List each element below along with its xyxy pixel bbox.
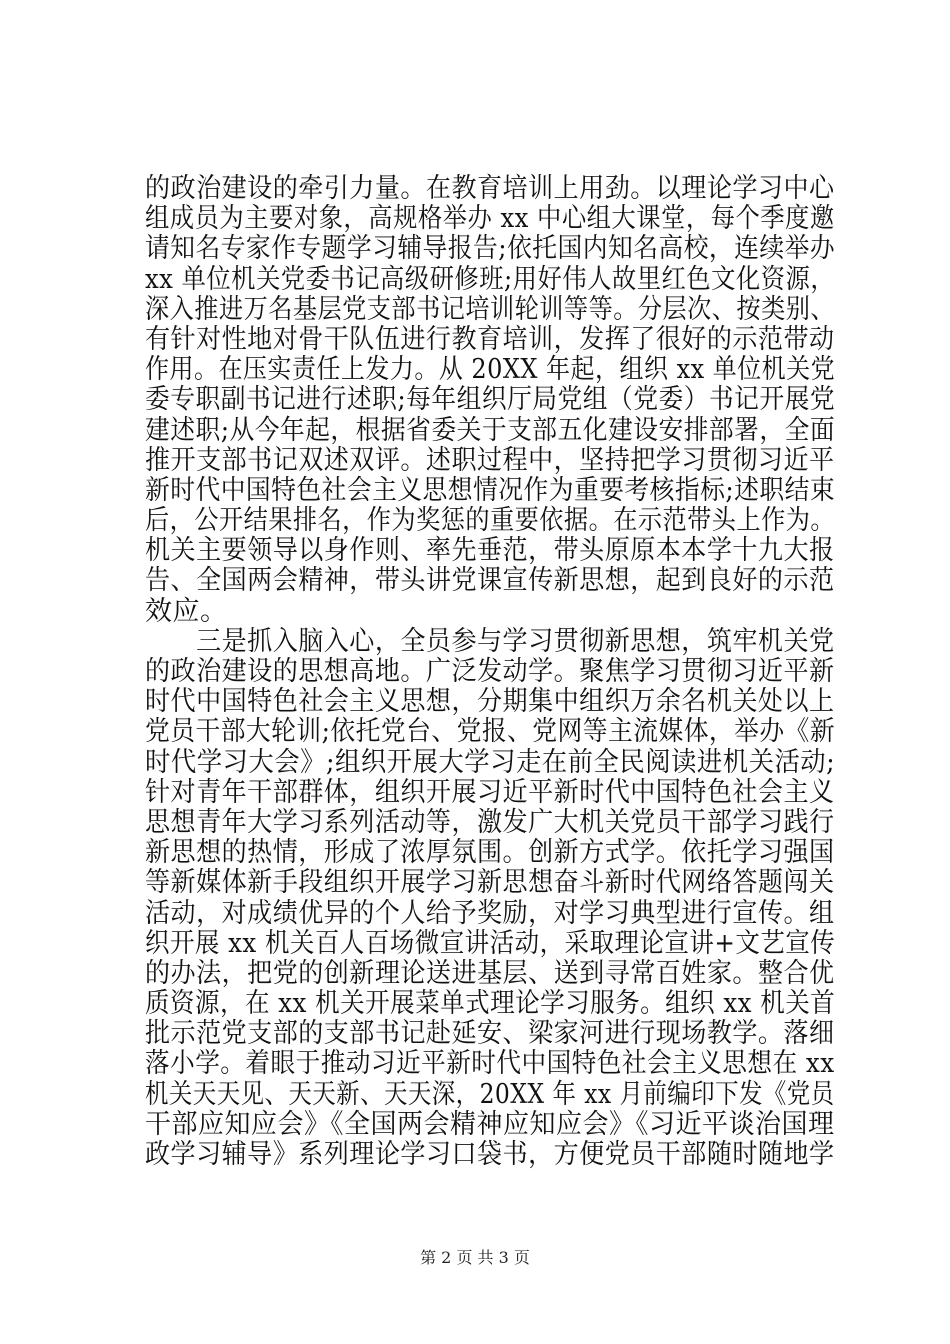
text-line: 组成员为主要对象，高规格举办 xx 中心组大课堂，每个季度邀 <box>145 203 835 235</box>
text-line: 新思想的热情，形成了浓厚氛围。创新方式学。依托学习强国 <box>145 837 835 869</box>
text-line: 请知名专家作专题学习辅导报告;依托国内知名高校，连续举办 <box>145 233 836 265</box>
text-line: 机关天天见、天天新、天天深，20XX 年 xx 月前编印下发《党员 <box>145 1078 835 1110</box>
text-line: 三是抓入脑入心，全员参与学习贯彻新思想，筑牢机关党 <box>145 625 835 657</box>
text-line: 建述职;从今年起，根据省委关于支部五化建设安排部署，全面 <box>145 414 836 446</box>
text-line: 针对青年干部群体，组织开展习近平新时代中国特色社会主义 <box>145 776 835 808</box>
text-line: 落小学。着眼于推动习近平新时代中国特色社会主义思想在 xx <box>145 1048 835 1080</box>
text-line: 干部应知应会》《全国两会精神应知应会》《习近平谈治国理 <box>145 1108 835 1140</box>
text-line: 织开展 xx 机关百人百场微宣讲活动，采取理论宣讲+文艺宣传 <box>145 927 836 959</box>
body-text <box>145 174 835 1170</box>
text-line: 思想青年大学习系列活动等，激发广大机关党员干部学习践行 <box>145 806 835 838</box>
text-line: 后，公开结果排名，作为奖惩的重要依据。在示范带头上作为。 <box>145 505 835 537</box>
text-line: 的政治建设的牵引力量。在教育培训上用劲。以理论学习中心 <box>145 173 835 204</box>
text-line: 活动，对成绩优异的个人给予奖励，对学习典型进行宣传。组 <box>145 897 835 929</box>
text-line: 时代中国特色社会主义思想，分期集中组织万余名机关处以上 <box>145 686 835 718</box>
text-line: 等新媒体新手段组织开展学习新思想奋斗新时代网络答题闯关 <box>145 867 835 899</box>
text-line: 政学习辅导》系列理论学习口袋书，方便党员干部随时随地学 <box>145 1139 835 1170</box>
text-line: 有针对性地对骨干队伍进行教育培训，发挥了很好的示范带动 <box>145 323 835 355</box>
text-line: 机关主要领导以身作则、率先垂范，带头原原本本学十九大报 <box>145 535 835 567</box>
text-line: 作用。在压实责任上发力。从 20XX 年起，组织 xx 单位机关党 <box>145 354 836 386</box>
text-line: xx 单位机关党委书记高级研修班;用好伟人故里红色文化资源， <box>145 263 836 295</box>
text-line: 告、全国两会精神，带头讲党课宣传新思想，起到良好的示范 <box>145 565 835 597</box>
text-line: 新时代中国特色社会主义思想情况作为重要考核指标;述职结束 <box>145 474 836 506</box>
text-line: 质资源，在 xx 机关开展菜单式理论学习服务。组织 xx 机关首 <box>145 988 836 1020</box>
text-line: 批示范党支部的支部书记赴延安、梁家河进行现场教学。落细 <box>145 1018 835 1050</box>
text-line: 委专职副书记进行述职;每年组织厅局党组（党委）书记开展党 <box>145 384 836 416</box>
text-line: 效应。 <box>145 595 228 627</box>
text-line: 深入推进万名基层党支部书记培训轮训等等。分层次、按类别、 <box>145 293 835 325</box>
page-footer: 第 2 页 共 3 页 <box>420 1248 530 1267</box>
text-line: 的办法，把党的创新理论送进基层、送到寻常百姓家。整合优 <box>145 957 835 989</box>
text-line: 时代学习大会》;组织开展大学习走在前全民阅读进机关活动; <box>145 746 836 778</box>
text-line: 党员干部大轮训;依托党台、党报、党网等主流媒体，举办《新 <box>145 716 836 748</box>
text-line: 的政治建设的思想高地。广泛发动学。聚焦学习贯彻习近平新 <box>145 656 835 687</box>
text-line: 推开支部书记双述双评。述职过程中，坚持把学习贯彻习近平 <box>145 444 835 476</box>
